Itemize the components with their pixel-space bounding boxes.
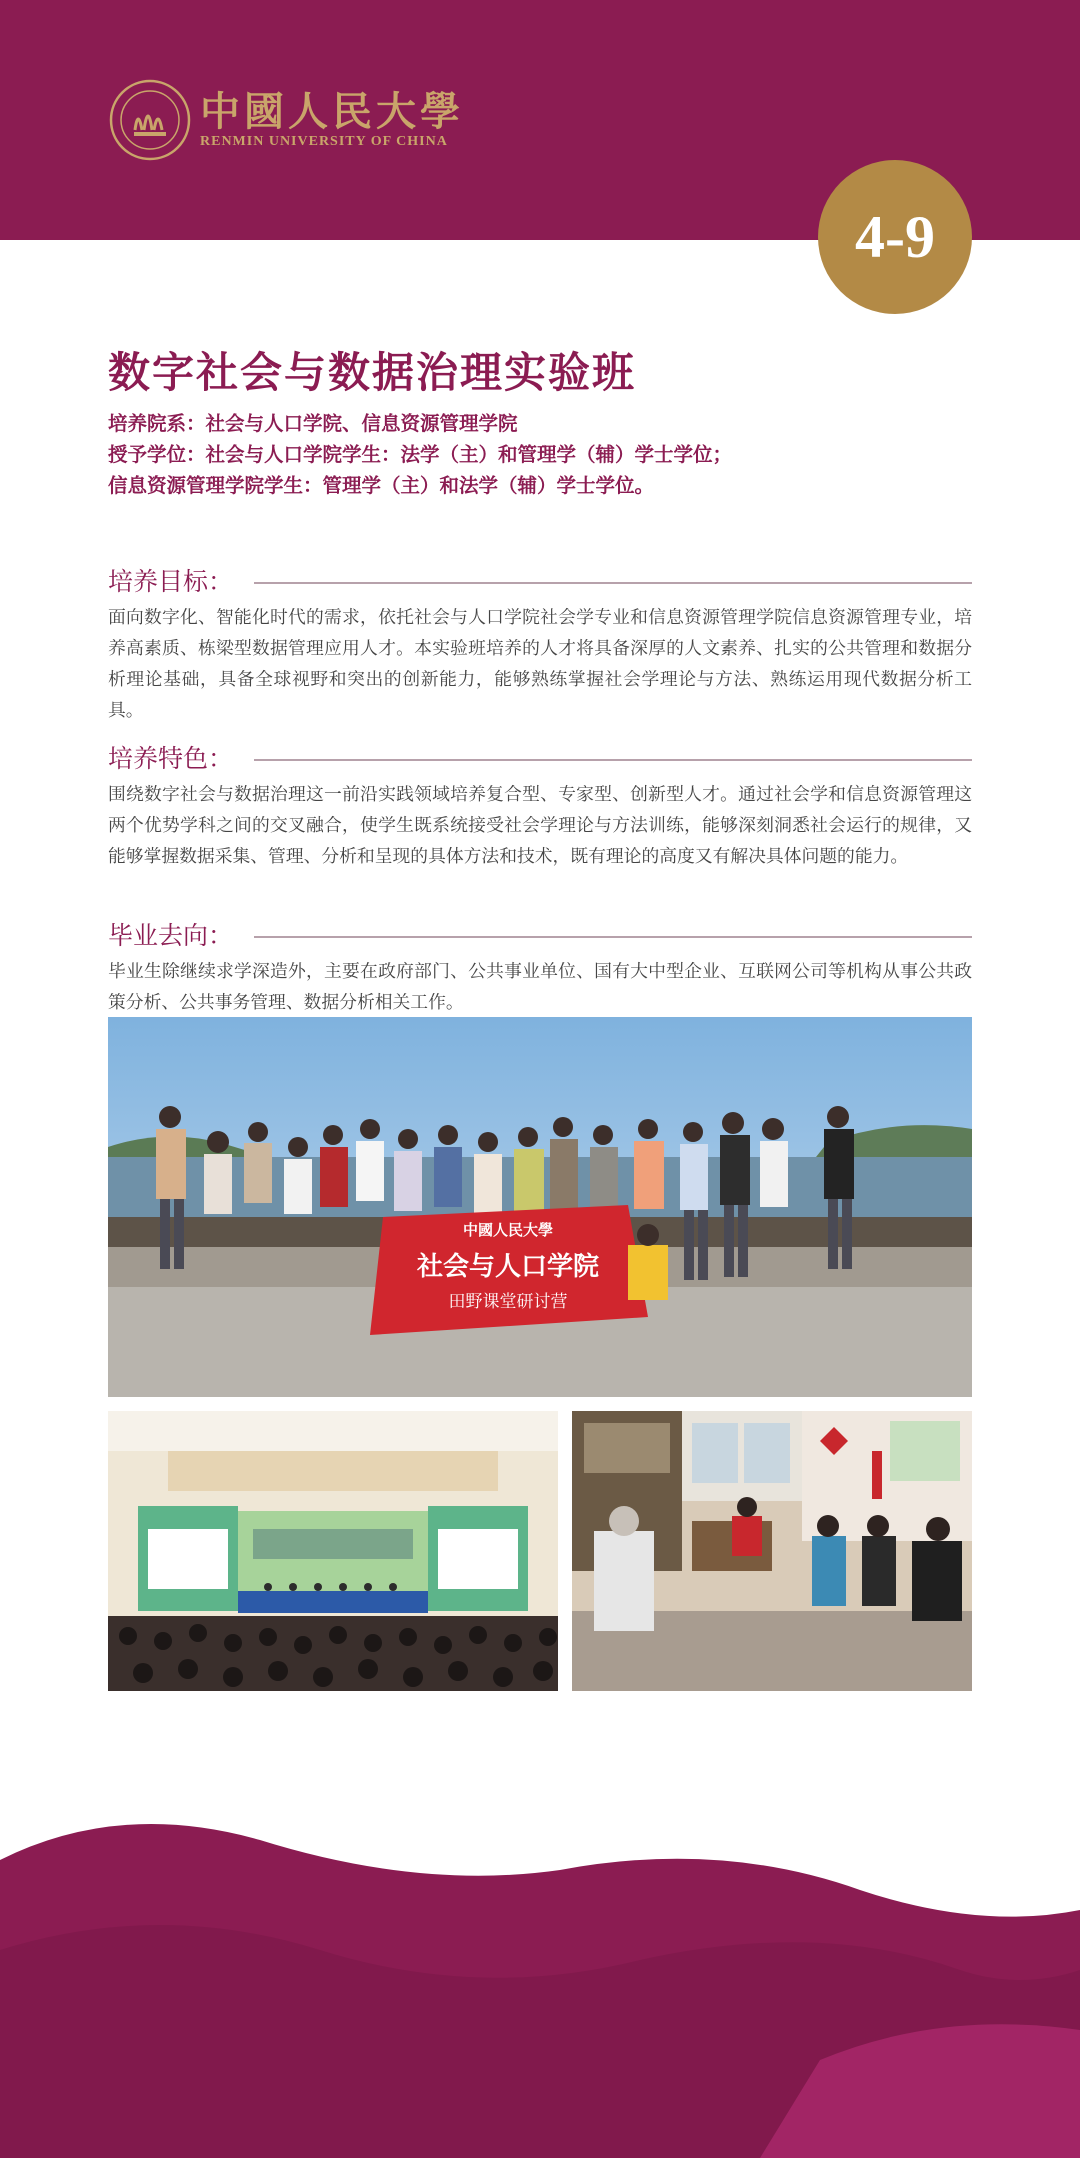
logo-chinese-name: 中國人民大學: [200, 88, 464, 135]
info-line-degree-2: 信息资源管理学院学生：管理学（主）和法学（辅）学士学位。: [108, 474, 655, 497]
logo-english-name: RENMIN UNIVERSITY OF CHINA: [200, 134, 448, 149]
section-body-features: 围绕数字社会与数据治理这一前沿实践领域培养复合型、专家型、创新型人才。通过社会学和信息资源管理这两个优势学科之间的交叉融合，使学生既系统接受社会学理论与方法训练，能够深刻洞悉社会运行的规律，又能够掌握数据采集、管理、分析和呈现的具体方法和技术，既有理论的高度又有解决具体问题的能力。: [108, 784, 972, 867]
program-number: 4-9: [855, 203, 935, 270]
program-title: 数字社会与数据治理实验班: [108, 348, 637, 397]
banner-title-text: 社会与人口学院: [416, 1252, 600, 1282]
info-line-college: 培养院系：社会与人口学院、信息资源管理学院: [108, 412, 518, 435]
home-visit-photo: [572, 1411, 972, 1691]
section-heading-features: [108, 739, 972, 779]
university-seal-icon: [108, 78, 192, 162]
info-line-degree-1: 授予学位：社会与人口学院学生：法学（主）和管理学（辅）学士学位；: [108, 443, 733, 466]
section-heading-goals: [108, 562, 972, 602]
banner-logo-text: 中國人民大學: [462, 1221, 554, 1239]
conference-photo: [108, 1411, 558, 1691]
group-photo: [108, 1017, 972, 1397]
section-label: 培养目标：: [108, 567, 234, 596]
section-body-career: 毕业生除继续求学深造外，主要在政府部门、公共事业单位、国有大中型企业、互联网公司等机构从事公共政策分析、公共事务管理、数据分析相关工作。: [108, 961, 972, 1013]
section-label: 培养特色：: [108, 744, 234, 773]
program-info: [108, 408, 978, 501]
program-number-badge: [818, 160, 972, 314]
section-label: 毕业去向：: [108, 921, 234, 950]
section-divider: [254, 582, 972, 584]
banner-subtitle-text: 田野课堂研讨营: [448, 1292, 568, 1312]
bottom-wave-decoration: [0, 1800, 1080, 2158]
section-divider: [254, 759, 972, 761]
section-divider: [254, 936, 972, 938]
section-body-goals: 面向数字化、智能化时代的需求，依托社会与人口学院社会学专业和信息资源管理学院信息资源管理专业，培养高素质、栋梁型数据管理应用人才。本实验班培养的人才将具备深厚的人文素养、扎实的公共管理和数据分析理论基础，具备全球视野和突出的创新能力，能够熟练掌握社会学理论与方法、熟练运用现代数据分析工具。: [108, 607, 972, 721]
university-logo: [108, 78, 464, 166]
section-heading-career: [108, 916, 972, 956]
